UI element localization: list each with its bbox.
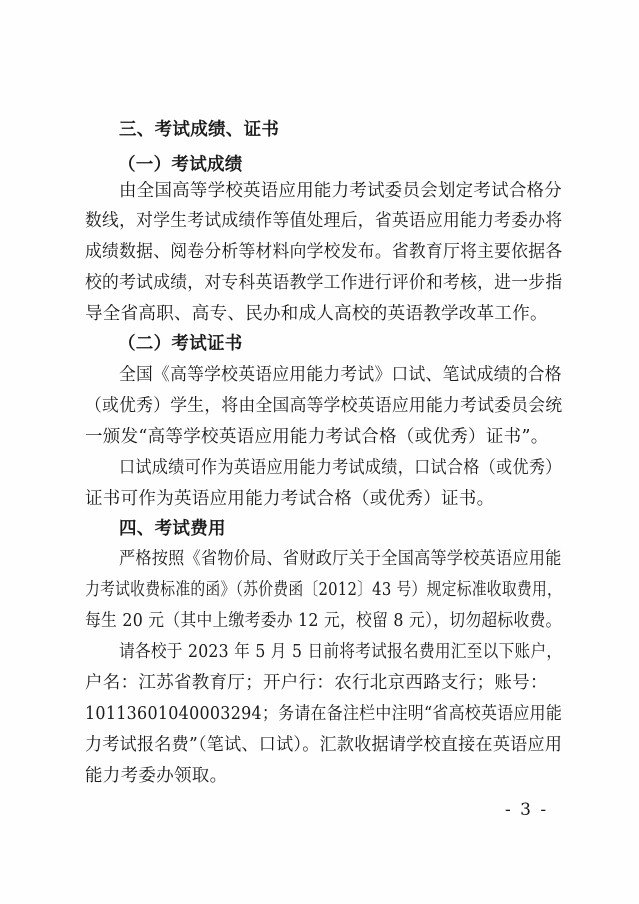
subsection-1-heading: （一）考试成绩	[118, 155, 243, 175]
paragraph-line: 请各校于 2023 年 5 月 5 日前将考试报名费用汇至以下账户，	[119, 642, 563, 662]
section-4-heading: 四、考试费用	[119, 519, 226, 539]
paragraph-line: 校的考试成绩，对专科英语教学工作进行评价和考核，进一步指	[85, 273, 563, 293]
paragraph-line: 一颁发“高等学校英语应用能力考试合格（或优秀）证书”。	[85, 427, 549, 447]
paragraph-line: 由全国高等学校英语应用能力考试委员会划定考试合格分	[119, 181, 562, 201]
paragraph-line: 10113601040003294；务请在备注栏中注明“省高校英语应用能	[85, 704, 563, 724]
section-3-heading: 三、考试成绩、证书	[119, 120, 280, 140]
paragraph-line: 数线，对学生考试成绩作等值处理后，省英语应用能力考委办将	[85, 211, 563, 231]
paragraph-line: 能力考委办领取。	[85, 766, 228, 786]
paragraph-line: 力考试报名费”（笔试、口试）。汇款收据请学校直接在英语应用	[85, 735, 563, 755]
paragraph-line: 全国《高等学校英语应用能力考试》口试、笔试成绩的合格	[119, 365, 562, 385]
paragraph-line: 导全省高职、高专、民办和成人高校的英语教学改革工作。	[85, 304, 548, 324]
paragraph-line: 口试成绩可作为英语应用能力考试成绩，口试合格（或优秀）	[119, 458, 562, 478]
paragraph-line: 成绩数据、阅卷分析等材料向学校发布。省教育厅将主要依据各	[85, 242, 563, 262]
paragraph-line: 严格按照《省物价局、省财政厅关于全国高等学校英语应用能	[119, 549, 562, 569]
paragraph-line: 力考试收费标准的函》（苏价费函〔2012〕43 号）规定标准收取费用，	[85, 580, 563, 600]
page-number: - 3 -	[505, 800, 549, 820]
subsection-2-heading: （二）考试证书	[118, 334, 243, 354]
paragraph-line: 证书可作为英语应用能力考试合格（或优秀）证书。	[85, 489, 495, 509]
paragraph-line: 户名：江苏省教育厅；开户行：农行北京西路支行；账号：	[85, 673, 548, 693]
paragraph-line: （或优秀）学生，将由全国高等学校英语应用能力考试委员会统	[85, 396, 563, 416]
paragraph-line: 每生 20 元（其中上缴考委办 12 元，校留 8 元），切勿超标收费。	[85, 611, 562, 631]
